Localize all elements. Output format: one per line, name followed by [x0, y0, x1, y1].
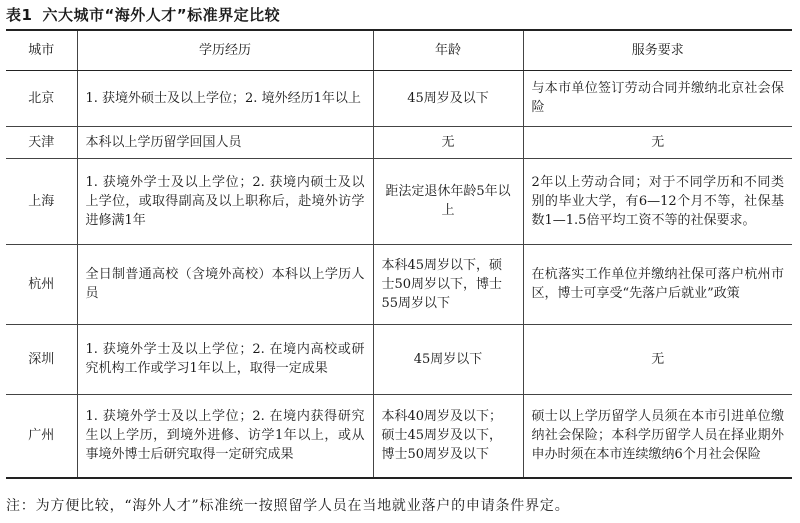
table-row — [6, 158, 792, 244]
education-cell: 1. 获境外学士及以上学位；2. 在境内获得研究生以上学历，到境外进修、访学1年以上，或从事境外博士后研究取得一定研究成果 — [77, 394, 373, 478]
header-education: 学历经历 — [77, 30, 373, 70]
service-cell: 在杭落实工作单位并缴纳社保可落户杭州市区，博士可享受“先落户后就业”政策 — [523, 244, 792, 324]
age-cell: 无 — [373, 126, 523, 158]
service-cell: 无 — [523, 324, 792, 394]
table-row — [6, 70, 792, 126]
age-cell: 距法定退休年龄5年以上 — [373, 158, 523, 244]
table-row — [6, 126, 792, 158]
age-cell: 45周岁及以下 — [373, 70, 523, 126]
service-cell: 硕士以上学历留学人员须在本市引进单位缴纳社会保险；本科学历留学人员在择业期外申办时须在本市连续缴纳6个月社会保险 — [523, 394, 792, 478]
table-number: 表1 — [6, 6, 33, 24]
age-cell: 45周岁以下 — [373, 324, 523, 394]
service-cell: 与本市单位签订劳动合同并缴纳北京社会保险 — [523, 70, 792, 126]
table-title: 六大城市“海外人才”标准界定比较 — [42, 6, 281, 24]
comparison-table — [6, 29, 792, 479]
education-cell: 全日制普通高校（含境外高校）本科以上学历人员 — [77, 244, 373, 324]
city-cell: 广州 — [6, 394, 77, 478]
header-age: 年龄 — [373, 30, 523, 70]
city-cell: 上海 — [6, 158, 77, 244]
city-cell: 天津 — [6, 126, 77, 158]
header-row — [6, 30, 792, 70]
city-cell: 深圳 — [6, 324, 77, 394]
education-cell: 1. 获境外硕士及以上学位；2. 境外经历1年以上 — [77, 70, 373, 126]
age-cell: 本科45周岁以下，硕士50周岁以下，博士55周岁以下 — [373, 244, 523, 324]
table-footnote: 注：为方便比较，“海外人才”标准统一按照留学人员在当地就业落户的申请条件界定。 — [6, 498, 570, 514]
table-caption — [6, 4, 280, 25]
service-cell: 无 — [523, 126, 792, 158]
table-row — [6, 244, 792, 324]
table-row — [6, 394, 792, 478]
service-cell: 2年以上劳动合同；对于不同学历和不同类别的毕业大学，有6—12个月不等，社保基数1—1.5倍平均工资不等的社保要求。 — [523, 158, 792, 244]
city-cell: 北京 — [6, 70, 77, 126]
header-city: 城市 — [6, 30, 77, 70]
table-row — [6, 324, 792, 394]
education-cell: 本科以上学历留学回国人员 — [77, 126, 373, 158]
city-cell: 杭州 — [6, 244, 77, 324]
education-cell: 1. 获境外学士及以上学位；2. 获境内硕士及以上学位，或取得副高及以上职称后，赴境外访学进修满1年 — [77, 158, 373, 244]
age-cell: 本科40周岁及以下；硕士45周岁及以下，博士50周岁及以下 — [373, 394, 523, 478]
education-cell: 1. 获境外学士及以上学位；2. 在境内高校或研究机构工作或学习1年以上，取得一定成果 — [77, 324, 373, 394]
header-service: 服务要求 — [523, 30, 792, 70]
